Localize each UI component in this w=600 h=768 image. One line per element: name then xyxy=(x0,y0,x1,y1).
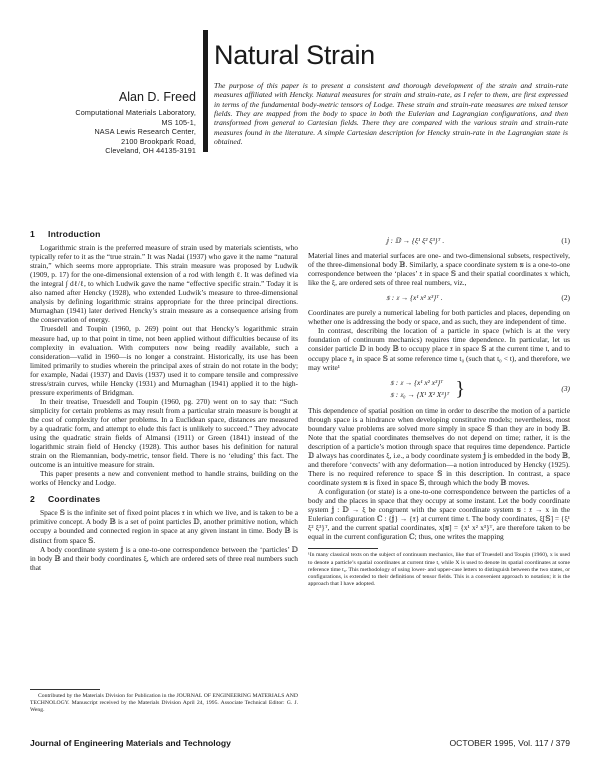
equation-body: 𝕤 : 𝔵 → {x¹ x² x³}ᵀ . xyxy=(386,293,443,303)
equation-2 xyxy=(308,293,570,302)
body-paragraph: Material lines and material surfaces are one- and two-dimensional subsets, respectively, of the three-dimensional body 𝔹. Similarly, a space coordinate system 𝕤 is a one-to-one correspondence between the ‘places’ 𝔵 in space 𝕊 and their spatial coordinates x which, like the ξ, are ordered sets of three real numbers, viz., xyxy=(308,251,570,288)
contributed-note: Contributed by the Materials Division for Publication in the JOURNAL OF ENGINEERING MATERIALS AND TECHNOLOGY. Manuscript received by the Materials Division April 24, 1995. Associate Technical Editor: G. J. Weng. xyxy=(30,693,298,714)
title-rule xyxy=(203,30,208,152)
footnote-rule xyxy=(308,548,378,549)
author-block xyxy=(75,90,196,156)
journal-name: Journal of Engineering Materials and Technology xyxy=(30,738,231,748)
body-paragraph: This dependence of spatial position on time in order to describe the motion of a particle through space is a hindrance when developing constitutive models; nevertheless, most boundary value problems are solved more simply in space 𝕊 than they are in body 𝔹. Note that the spatial coordinates themselves do not depend on time; rather, it is the description of a particle’s motion through space that requires time dependence. Particle 𝔻 always has coordinates ξ, i.e., a body coordinate system 𝕛 is embedded in the body 𝔹, and therefore ‘convects’ with any deformation—a notion introduced by Hencky (1925). There is no required reference to space 𝕊 in this description. In contrast, a space coordinate system 𝕤 is fixed in space 𝕊, through which the body 𝔹 moves. xyxy=(308,405,570,487)
body-paragraph: In contrast, describing the location of a particle in space (which is at the very foundation of continuum mechanics) requires time dependence. In particular, let us consider particle 𝔻 in body 𝔹 to occupy place 𝔵 in space 𝕊 at the current time t, and to occupy place 𝔵₀ in space 𝕊 at some reference time t₀ (such that t₀ < t), and therefore, we may write¹ xyxy=(308,326,570,372)
equation-number: (2) xyxy=(561,293,570,303)
coordinates-paragraph: A body coordinate system 𝕛 is a one-to-one correspondence between the ‘particles’ 𝔻 in body 𝔹 and their body coordinates ξ, which are ordered sets of three real numbers such that xyxy=(30,544,298,572)
equation-number: (3) xyxy=(561,384,570,394)
section-title: Introduction xyxy=(48,229,101,239)
intro-paragraph: Truesdell and Toupin (1960, p. 269) point out that Hencky’s logarithmic strain measure had, up to that point in time, not been applied without difficulties because of its complexity in evaluation. With computers now being readily available, such a consideration—valid in 1960—is no longer a constraint. Historically, its use has been limited primarily to studies wherein the principal axes of strain do not rotate in the body; for example, Nadai (1937) and Davis (1937) used it to compare tensile and compressive stress/strain curves, while Hencky (1931) and Murnaghan (1941) applied it to the high-pressure experiments of Bridgman. xyxy=(30,324,298,397)
intro-paragraph: This paper presents a new and convenient method to handle strains, building on the works of Hencky and Lodge. xyxy=(30,469,298,488)
section-title: Coordinates xyxy=(48,494,101,505)
section-heading-introduction xyxy=(30,230,298,239)
equation-body: 𝕛 : 𝔻 → {ξ¹ ξ² ξ³}ᵀ . xyxy=(386,236,445,245)
equation-line: 𝕤 : 𝔵 → {x¹ x² x³}ᵀ xyxy=(390,377,444,387)
author-name: Alan D. Freed xyxy=(118,90,196,104)
intro-paragraph: Logarithmic strain is the preferred measure of strain used by materials scientists, who typically refer to it as the “true strain.” It was Nadai (1937) who gave it the name “natural strain,” which seems more appropriate. This strain measure was proposed by Ludwik (1909, p. 17) for the one-dimensional extension of a rod with length ℓ. It was defined via the integral ∫ dℓ/ℓ, to which Ludwik gave the name “effective specific strain.” Today it is also named after Hencky (1928), who extended Ludwik’s measure to three-dimensional analysis by defining logarithmic strains appropriate for the three principal directions. Murnaghan (1941) later derived Hencky’s strain measure as a consequence arising from the conservation of energy. xyxy=(30,243,298,325)
intro-paragraph: In their treatise, Truesdell and Toupin (1960, pg. 270) went on to say that: “Such simplicity for certain problems as may result from a particular strain measure is bought at the cost of complexity for other problems. In a Euclidean space, distances are measured by a quadratic form, and attempt to elude this fact is unlikely to succeed.” They advocate using the quadratic strain fields of Almansi (1911) or Green (1841) instead of the logarithmic strain field of Hencky (1928). This author bases his definition for natural strain on the Riemannian, body-metric, tensor field. There is no ‘eluding’ this fact. The outcome is an intuitive measure for strain. xyxy=(30,396,298,470)
body-paragraph: Coordinates are purely a numerical labeling for both particles and places, depending on whether one is addressing the body or space, and as such, they are independent of time. xyxy=(308,308,570,327)
affiliation-line: MS 105-1, xyxy=(161,117,196,127)
equation-line: 𝕤 : 𝔵₀ → {X¹ X² X³}ᵀ xyxy=(390,389,450,399)
section-heading-coordinates xyxy=(30,495,298,504)
right-brace: } xyxy=(455,377,465,400)
affiliation-line: 2100 Brookpark Road, xyxy=(121,136,196,146)
contributed-note-rule xyxy=(30,689,100,690)
coordinates-paragraph: Space 𝕊 is the infinite set of fixed point places 𝔵 in which we live, and is taken to be a primitive concept. A body 𝔹 is a set of point particles 𝔻, another primitive notion, which occupy a bounded and connected region in space at any given instant in time. Body 𝔹 is distinct from space 𝕊. xyxy=(30,508,298,545)
paper-title: Natural Strain xyxy=(214,40,375,70)
abstract: The purpose of this paper is to present a consistent and thorough development of the strain and strain-rate measures affiliated with Hencky. Natural measures for strain and strain-rate, as I refer to them, are first expressed in terms of the fundamental body-metric tensors of Lodge. These strain and strain-rate measures are mixed tensor fields. They are mapped from the body to space in both the Eulerian and Lagrangian configurations, and then transformed from general to Cartesian fields. There they are compared with the various strain and strain-rate measures found in the literature. A simple Cartesian description for Hencky strain-rate in the Lagrangian state is obtained. xyxy=(214,81,568,147)
equation-3 xyxy=(308,377,570,401)
footnote: ¹In many classical texts on the subject of continuum mechanics, like that of Truesdell and Toupin (1960), x is used to denote a particle’s spatial coordinates at current time t, while X is used to denote its spatial coordinates at some reference time t₀. This methodology of using lower- and upper-case letters to distinguish between the two states, or configurations, is extended to their definitions of tensor fields. This is a convenient approach to notation; it is the approach that I have adopted. xyxy=(308,552,570,588)
affiliation-line: Cleveland, OH 44135-3191 xyxy=(105,146,196,156)
equation-number: (1) xyxy=(561,236,570,245)
left-column xyxy=(30,230,298,572)
affiliation-line: Computational Materials Laboratory, xyxy=(75,108,196,117)
section-number: 2 xyxy=(30,494,35,505)
equation-1 xyxy=(308,236,570,245)
issue-page: OCTOBER 1995, Vol. 117 / 379 xyxy=(449,738,570,748)
body-paragraph: A configuration (or state) is a one-to-one correspondence between the particles of a body and the places in space that they occupy at some instant. Let the body coordinate system 𝕛 : 𝔻 → ξ be congruent with the space coordinate system 𝕤 : 𝔵 → x in the Eulerian configuration ℂ : {𝕛} → {𝔵} at current time t. The body coordinates, ξ[𝕊] = {ξ¹ ξ² ξ³}ᵀ, and the current spatial coordinates, x[𝕤] = {x¹ x² x³}ᵀ, are therefore taken to be equal in the current configuration ℂ; thus, one writes the mapping xyxy=(308,487,570,542)
section-number: 1 xyxy=(30,229,35,239)
affiliation-line: NASA Lewis Research Center, xyxy=(94,127,196,137)
right-column xyxy=(308,230,570,588)
